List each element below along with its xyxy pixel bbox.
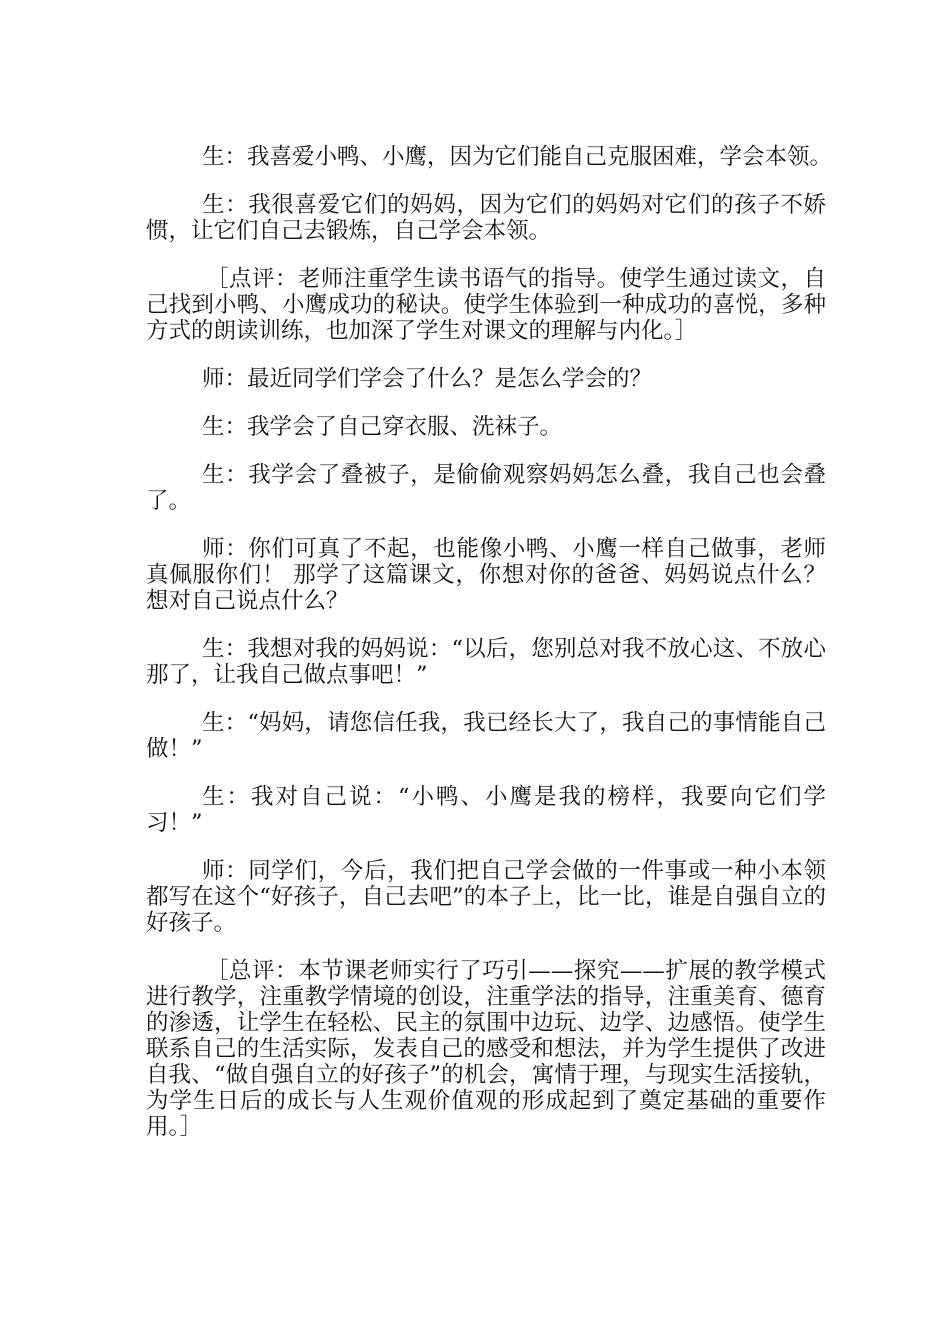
document-body: [146, 144, 833, 1162]
paragraph-teacher-question: 师：最近同学们学会了什么？是怎么学会的？: [202, 366, 653, 392]
paragraph-student-to-mother: 生：我想对我的妈妈说：“以后，您别总对我不放心这、不放心那了，让我自己做点事吧！”: [146, 636, 826, 688]
paragraph-student-folding-quilt: 生：我学会了叠被子，是偷偷观察妈妈怎么叠，我自己也会叠了。: [146, 462, 826, 514]
paragraph-student-likes-mothers: 生：我很喜爱它们的妈妈，因为它们的妈妈对它们的孩子不娇惯，让它们自己去锻炼，自己学会本领。: [146, 192, 826, 244]
paragraph-teacher-notebook: 师：同学们，今后，我们把自己学会做的一件事或一种小本领都写在这个“好孩子，自己去吧”的本子上，比一比，谁是自强自立的好孩子。: [146, 858, 826, 936]
paragraph-student-to-self: 生：我对自己说：“小鸭、小鹰是我的榜样，我要向它们学习！”: [146, 784, 826, 836]
paragraph-summary-comment: ［总评：本节课老师实行了巧引——探究——扩展的教学模式进行教学，注重教学情境的创设，注重学法的指导，注重美育、德育的渗透，让学生在轻松、民主的氛围中边玩、边学、边感悟。使学生联系自己的生活实际，发表自己的感受和想法，并为学生提供了改进自我、“做自强自立的好孩子”的机会，寓情于理，与现实生活接轨，为学生日后的成长与人生观价值观的形成起到了奠定基础的重要作用。］: [146, 958, 826, 1140]
paragraph-student-dressing: 生：我学会了自己穿衣服、洗袜子。: [202, 414, 563, 440]
paragraph-student-trust-me: 生：“妈妈，请您信任我，我已经长大了，我自己的事情能自己做！”: [146, 710, 826, 762]
paragraph-teacher-comment: ［点评：老师注重学生读书语气的指导。使学生通过读文，自己找到小鸭、小鹰成功的秘诀。使学生体验到一种成功的喜悦，多种方式的朗读训练，也加深了学生对课文的理解与内化。］: [146, 266, 826, 344]
paragraph-teacher-praise: 师：你们可真了不起，也能像小鸭、小鹰一样自己做事，老师真佩服你们！ 那学了这篇课文，你想对你的爸爸、妈妈说点什么？想对自己说点什么？: [146, 536, 826, 614]
paragraph-student-likes-duck-eagle: 生：我喜爱小鸭、小鹰，因为它们能自己克服困难，学会本领。: [202, 144, 833, 170]
